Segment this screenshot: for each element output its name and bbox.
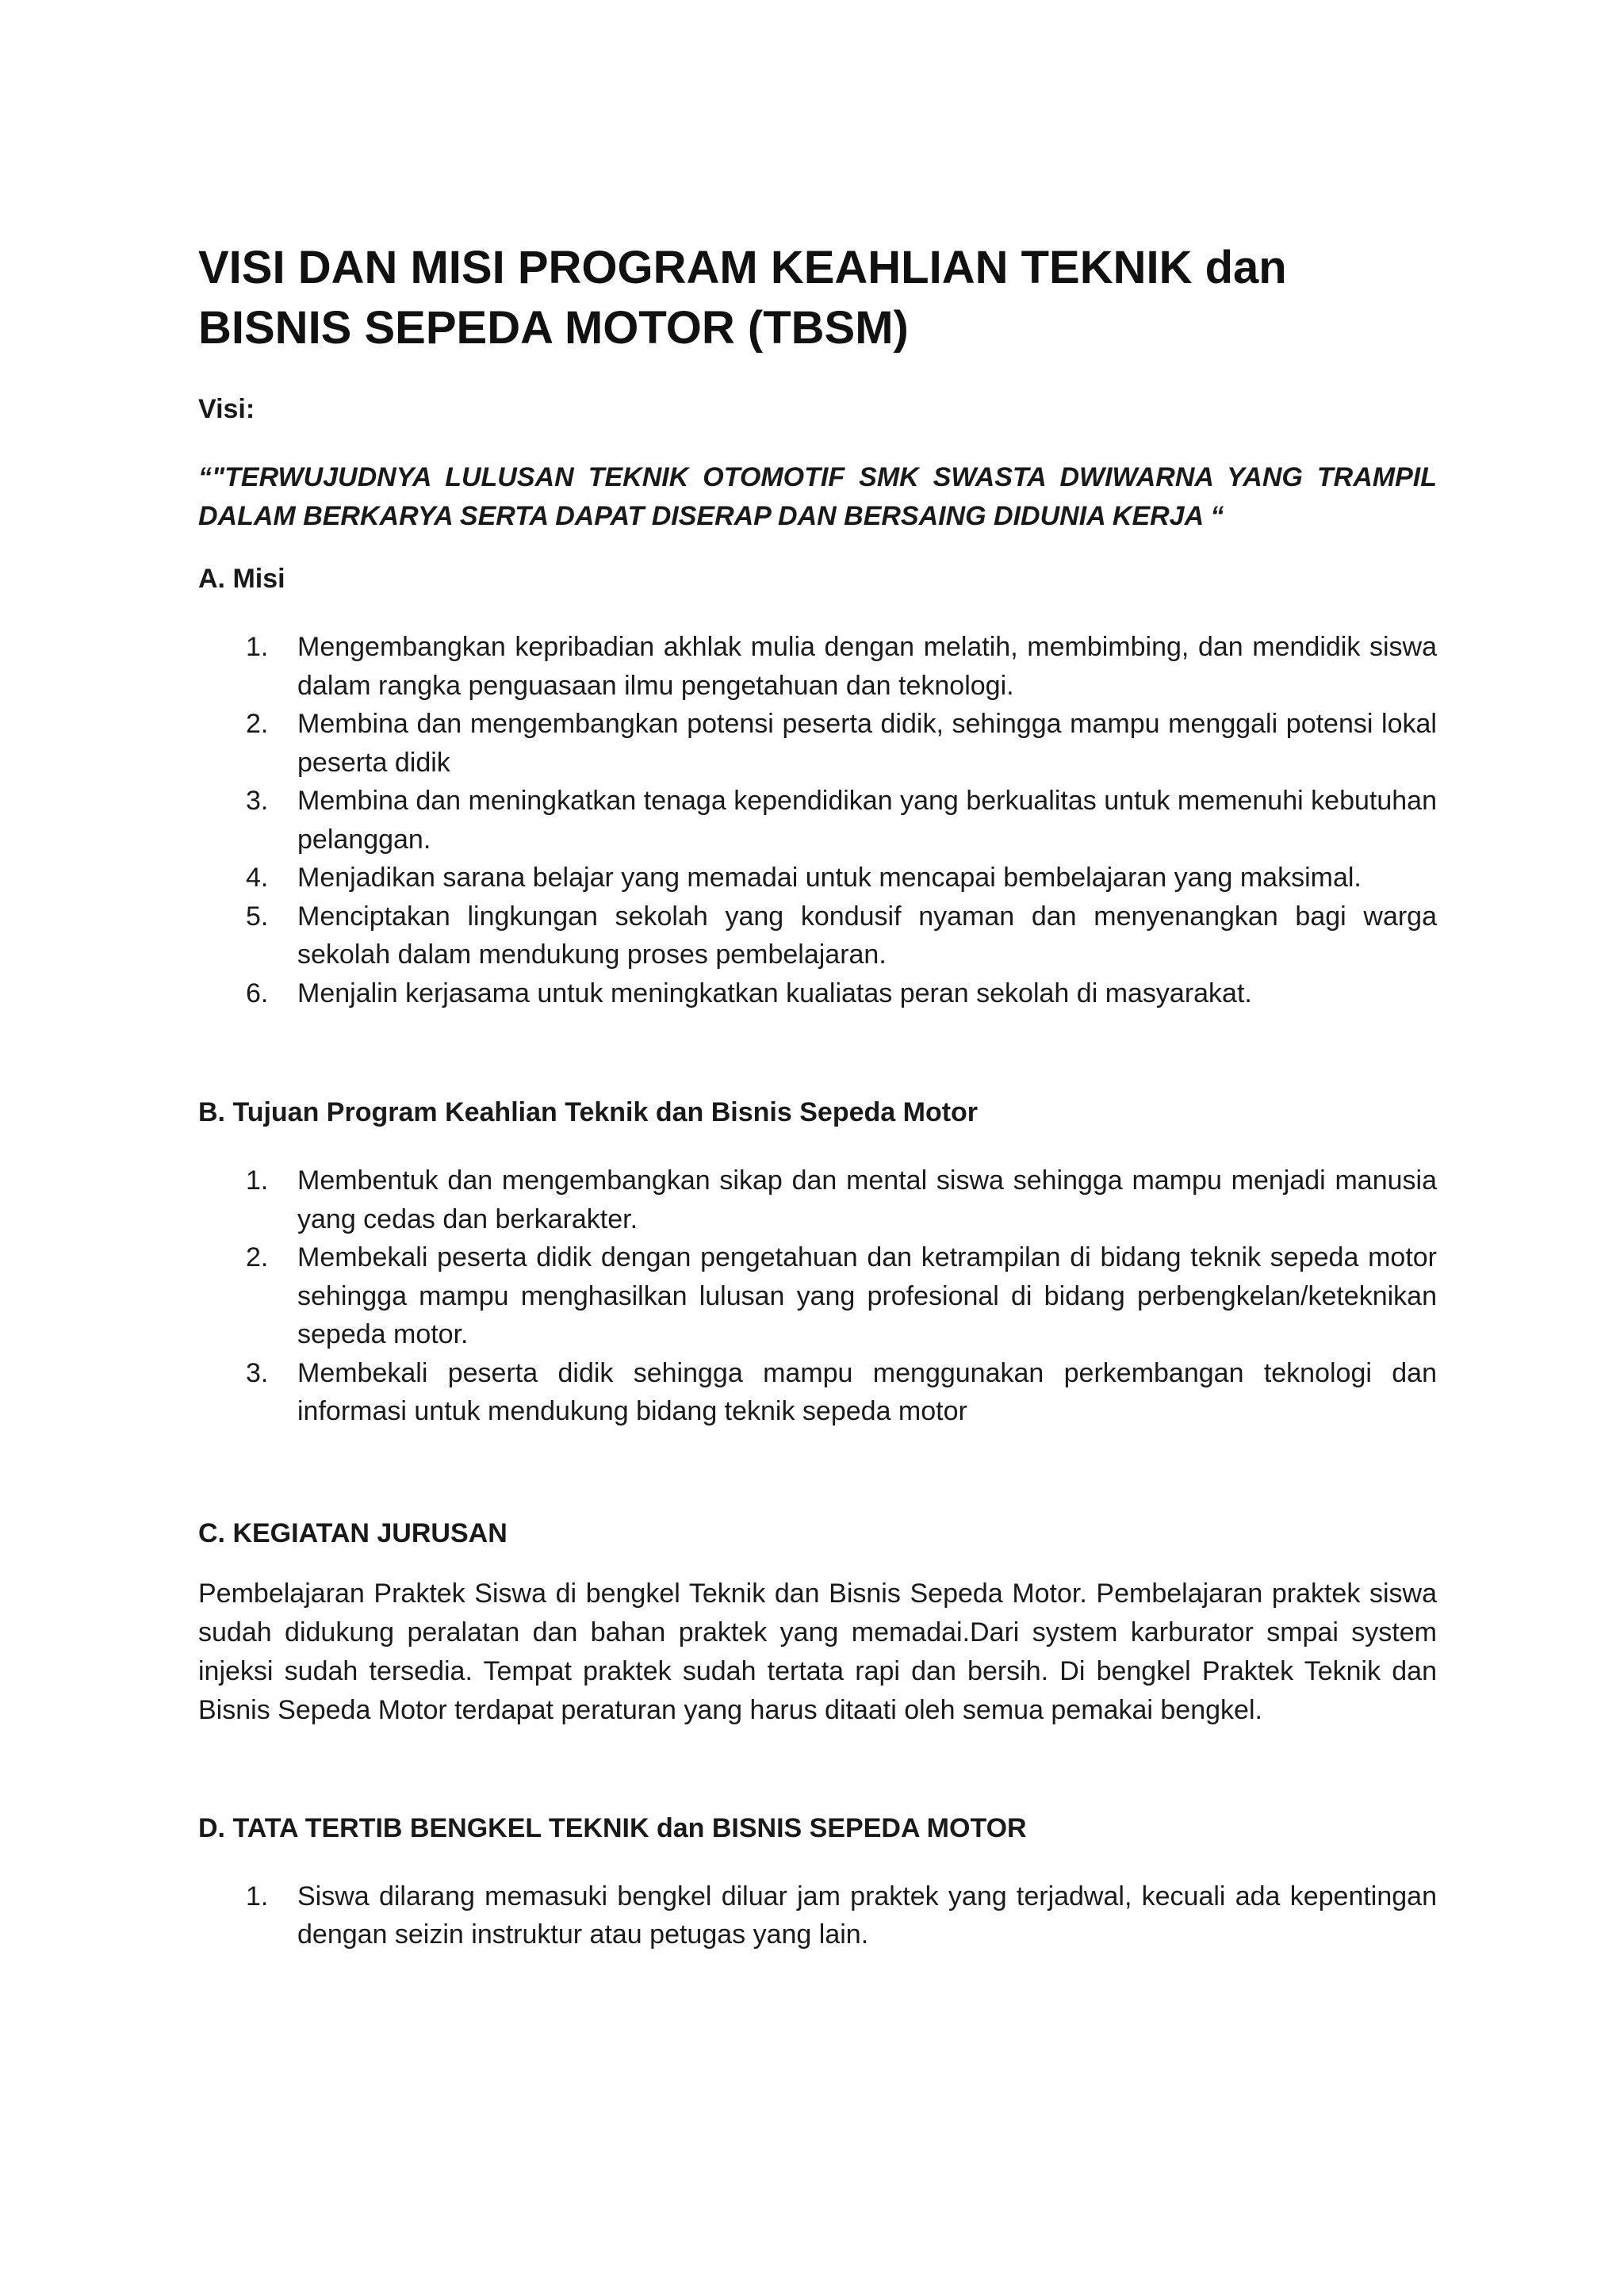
- list-text: Mengembangkan kepribadian akhlak mulia dengan melatih, membimbing, dan mendidik siswa dalam rangka penguasaan ilmu pengetahuan dan teknologi.: [297, 632, 1437, 701]
- list-number: 3.: [246, 1357, 269, 1388]
- page-title: VISI DAN MISI PROGRAM KEAHLIAN TEKNIK dan BISNIS SEPEDA MOTOR (TBSM): [198, 242, 1287, 354]
- list-text: Membina dan mengembangkan potensi peserta didik, sehingga mampu menggali potensi lokal peserta didik: [297, 709, 1437, 778]
- list-item: [198, 782, 1437, 859]
- list-item: [198, 1161, 1437, 1238]
- list-number: 1.: [246, 632, 269, 662]
- list-item: [198, 628, 1437, 705]
- list-item: [198, 1354, 1437, 1431]
- kegiatan-paragraph: Pembelajaran Praktek Siswa di bengkel Teknik dan Bisnis Sepeda Motor. Pembelajaran praktek siswa sudah didukung peralatan dan bahan praktek yang memadai.Dari system karburator smpai system injeksi sudah tersedia. Tempat praktek sudah tertata rapi dan bersih. Di bengkel Praktek Teknik dan Bisnis Sepeda Motor terdapat peraturan yang harus ditaati oleh semua pemakai bengkel.: [198, 1578, 1437, 1725]
- list-item: [198, 974, 1437, 1013]
- list-item: [198, 1238, 1437, 1354]
- spacer: [198, 1431, 1437, 1514]
- list-item: [198, 1877, 1437, 1954]
- list-text: Siswa dilarang memasuki bengkel diluar jam praktek yang terjadwal, kecuali ada kepentingan dengan seizin instruktur atau petugas yang lain.: [297, 1881, 1437, 1950]
- list-number: 2.: [246, 709, 269, 739]
- kegiatan-heading: C. KEGIATAN JURUSAN: [198, 1517, 508, 1548]
- visi-label: Visi:: [198, 394, 255, 424]
- spacer: [198, 1730, 1437, 1809]
- list-item: [198, 859, 1437, 897]
- list-text: Menciptakan lingkungan sekolah yang kondusif nyaman dan menyenangkan bagi warga sekolah dalam mendukung proses pembelajaran.: [297, 901, 1437, 970]
- tujuan-list: [198, 1161, 1437, 1431]
- tata-tertib-heading: D. TATA TERTIB BENGKEL TEKNIK dan BISNIS SEPEDA MOTOR: [198, 1812, 1027, 1843]
- spacer: [198, 1012, 1437, 1093]
- list-item: [198, 897, 1437, 974]
- list-number: 2.: [246, 1242, 269, 1272]
- document-page: [198, 238, 1437, 1954]
- tata-tertib-list: [198, 1877, 1437, 1954]
- list-text: Menjalin kerjasama untuk meningkatkan kualiatas peran sekolah di masyarakat.: [297, 978, 1252, 1008]
- list-text: Menjadikan sarana belajar yang memadai untuk mencapai bembelajaran yang maksimal.: [297, 863, 1362, 893]
- list-number: 1.: [246, 1881, 269, 1911]
- list-text: Membina dan meningkatkan tenaga kependidikan yang berkualitas untuk memenuhi kebutuhan pelanggan.: [297, 786, 1437, 855]
- tujuan-heading: B. Tujuan Program Keahlian Teknik dan Bisnis Sepeda Motor: [198, 1097, 979, 1127]
- list-number: 4.: [246, 863, 269, 893]
- misi-list: [198, 628, 1437, 1012]
- list-text: Membekali peserta didik sehingga mampu menggunakan perkembangan teknologi dan informasi untuk mendukung bidang teknik sepeda motor: [297, 1357, 1437, 1426]
- visi-statement: “"TERWUJUDNYA LULUSAN TEKNIK OTOMOTIF SMK SWASTA DWIWARNA YANG TRAMPIL DALAM BERKARYA SERTA DAPAT DISERAP DAN BERSAING DIDUNIA KERJA “: [198, 462, 1437, 531]
- list-number: 5.: [246, 901, 269, 932]
- list-item: [198, 705, 1437, 782]
- list-number: 3.: [246, 786, 269, 816]
- list-number: 1.: [246, 1165, 269, 1196]
- list-number: 6.: [246, 978, 269, 1008]
- list-text: Membentuk dan mengembangkan sikap dan mental siswa sehingga mampu menjadi manusia yang cedas dan berkarakter.: [297, 1165, 1437, 1234]
- list-text: Membekali peserta didik dengan pengetahuan dan ketrampilan di bidang teknik sepeda motor sehingga mampu menghasilkan lulusan yang profesional di bidang perbengkelan/keteknikan sepeda motor.: [297, 1242, 1437, 1349]
- misi-heading: A. Misi: [198, 564, 285, 594]
